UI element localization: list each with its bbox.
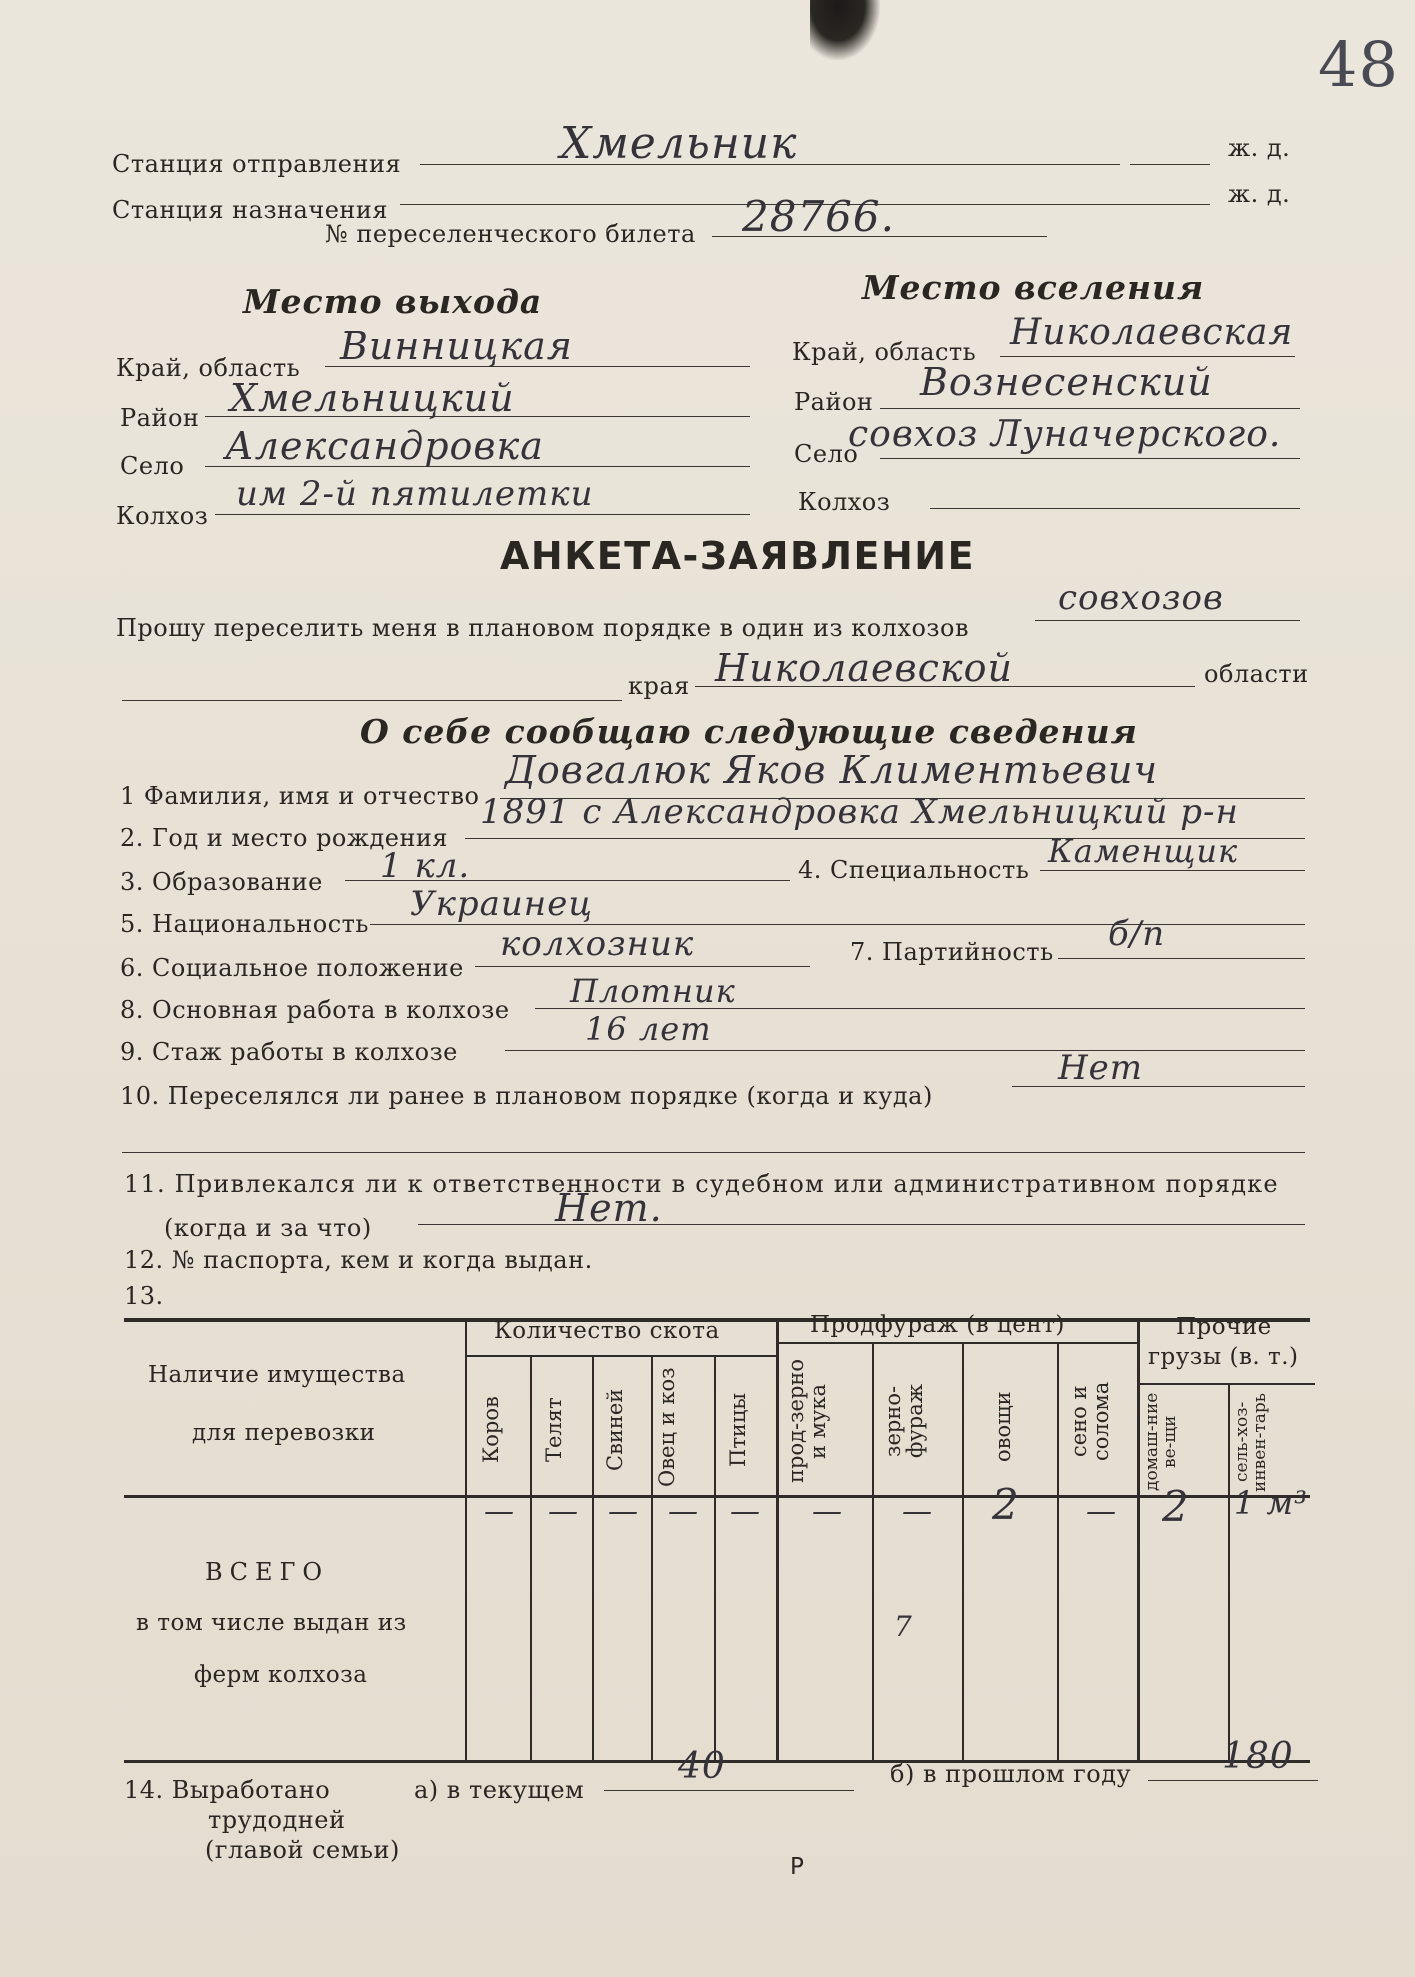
total-hay-straw: — [1086,1494,1117,1529]
total-pigs: — [608,1494,639,1529]
railway-suffix-2: ж. д. [1228,180,1291,208]
sub-label-1: в том числе выдан из [136,1610,407,1636]
group-other-2: грузы (в. т.) [1148,1344,1299,1370]
total-fodder-grain: — [902,1494,933,1529]
field-3-value: 1 кл. [380,846,471,886]
field-7-label: 7. Партийность [850,938,1054,966]
total-poultry: — [730,1494,761,1529]
total-sheep: — [668,1494,699,1529]
destination-village-value: совхоз Луначерского. [848,414,1282,455]
field-1-label: 1 Фамилия, имя и отчество [120,782,480,810]
request-kolkhoz-value: совхозов [1058,578,1224,618]
field-5-label: 5. Национальность [120,910,369,938]
ticket-value: 28766. [742,192,895,241]
total-vegetables: 2 [992,1480,1020,1529]
origin-kolkhoz-value: им 2-й пятилетки [236,474,594,514]
total-calves: — [548,1494,579,1529]
destination-region-label: Край, область [792,338,977,366]
field-6-value: колхозник [500,924,695,964]
workdays-current-label: а) в текущем [414,1776,585,1804]
field-6-label: 6. Социальное положение [120,954,464,982]
field-10-label: 10. Переселялся ли ранее в плановом порядке (когда и куда) [120,1082,933,1110]
workdays-label-2: трудодней [208,1806,346,1834]
page-number: 48 [1318,28,1399,101]
info-heading: О себе сообщаю следующие сведения [360,712,1138,751]
destination-district-label: Район [794,388,874,416]
origin-village-label: Село [120,452,185,480]
origin-district-label: Район [120,404,200,432]
field-1-value: Довгалюк Яков Климентьевич [505,748,1159,792]
ticket-label: № переселенческого билета [325,220,696,248]
origin-region-value: Винницкая [340,324,573,368]
total-farm-tools: 1 м³ [1234,1484,1308,1522]
total-grain-flour: — [812,1494,843,1529]
origin-kolkhoz-label: Колхоз [116,502,209,530]
field-2-value: 1891 с Александровка Хмельницкий р-н [480,792,1239,832]
departure-station-label: Станция отправления [112,150,402,178]
origin-region-label: Край, область [116,354,301,382]
footer-letter: Р [790,1854,805,1880]
origin-heading: Место выхода [243,282,543,321]
col-header-pigs: Свиней [603,1388,627,1472]
form-title: АНКЕТА-ЗАЯВЛЕНИЕ [500,534,976,578]
col-header-hay-straw: сено и солома [1067,1381,1114,1461]
field-11-label-2: (когда и за что) [164,1214,372,1242]
kray-value: Николаевской [715,646,1013,690]
col-header-farm-tools: сель-хоз-инвен-тарь [1232,1392,1270,1492]
table-row-header-2: для перевозки [192,1420,376,1446]
field-7-value: б/п [1108,914,1166,954]
origin-district-value: Хмельницкий [230,376,515,420]
group-other-1: Прочие [1176,1314,1272,1340]
total-household: 2 [1162,1482,1190,1531]
field-4-label: 4. Специальность [798,856,1030,884]
workdays-label-3: (главой семьи) [205,1836,400,1864]
stray-mark: 7 [894,1610,913,1643]
field-2-label: 2. Год и место рождения [120,824,449,852]
col-header-sheep: Овец и коз [655,1367,679,1487]
workdays-current-value: 40 [678,1746,726,1787]
field-8-label: 8. Основная работа в колхозе [120,996,510,1024]
destination-heading: Место вселения [862,268,1205,307]
col-header-cows: Коров [479,1396,503,1464]
field-11-label-1: 11. Привлекался ли к ответственности в судебном или административном порядке [124,1170,1279,1198]
workdays-last-year-label: б) в прошлом году [890,1760,1132,1788]
sub-label-2: ферм колхоза [194,1662,368,1688]
field-4-value: Каменщик [1048,832,1239,870]
workdays-label-1: 14. Выработано [124,1776,331,1804]
total-label: ВСЕГО [205,1558,330,1586]
oblast-label: области [1204,660,1309,688]
destination-kolkhoz-label: Колхоз [798,488,891,516]
group-livestock: Количество скота [494,1318,720,1344]
col-header-grain-flour: прод-зерно и мука [784,1358,831,1484]
destination-region-value: Николаевская [1010,312,1294,353]
field-5-value: Украинец [410,884,594,924]
field-9-label: 9. Стаж работы в колхозе [120,1038,458,1066]
workdays-last-year-value: 180 [1222,1736,1294,1777]
request-line-1: Прошу переселить меня в плановом порядке в один из колхозов [116,614,969,642]
destination-district-value: Вознесенский [920,360,1213,404]
group-fodder: Продфураж (в цент) [810,1312,1065,1338]
kray-label: края [628,672,690,700]
col-header-vegetables: овощи [991,1391,1015,1463]
field-9-value: 16 лет [585,1010,712,1048]
total-cows: — [484,1494,515,1529]
table-row-header-1: Наличие имущества [148,1362,406,1388]
destination-station-label: Станция назначения [112,196,389,224]
origin-village-value: Александровка [225,424,544,468]
col-header-household: домаш-ние ве-щи [1142,1392,1180,1492]
railway-suffix-1: ж. д. [1228,134,1291,162]
col-header-poultry: Птицы [726,1392,750,1468]
field-10-value: Нет [1058,1048,1144,1088]
field-13-label: 13. [124,1282,164,1310]
field-11-value: Нет. [555,1186,663,1230]
destination-village-label: Село [794,440,859,468]
field-3-label: 3. Образование [120,868,323,896]
field-12-label: 12. № паспорта, кем и когда выдан. [124,1246,593,1274]
field-8-value: Плотник [570,972,736,1010]
departure-station-value: Хмельник [560,118,798,169]
col-header-calves: Телят [542,1397,566,1463]
col-header-fodder-grain: зерно-фураж [881,1383,928,1459]
paper-tear [810,0,880,60]
